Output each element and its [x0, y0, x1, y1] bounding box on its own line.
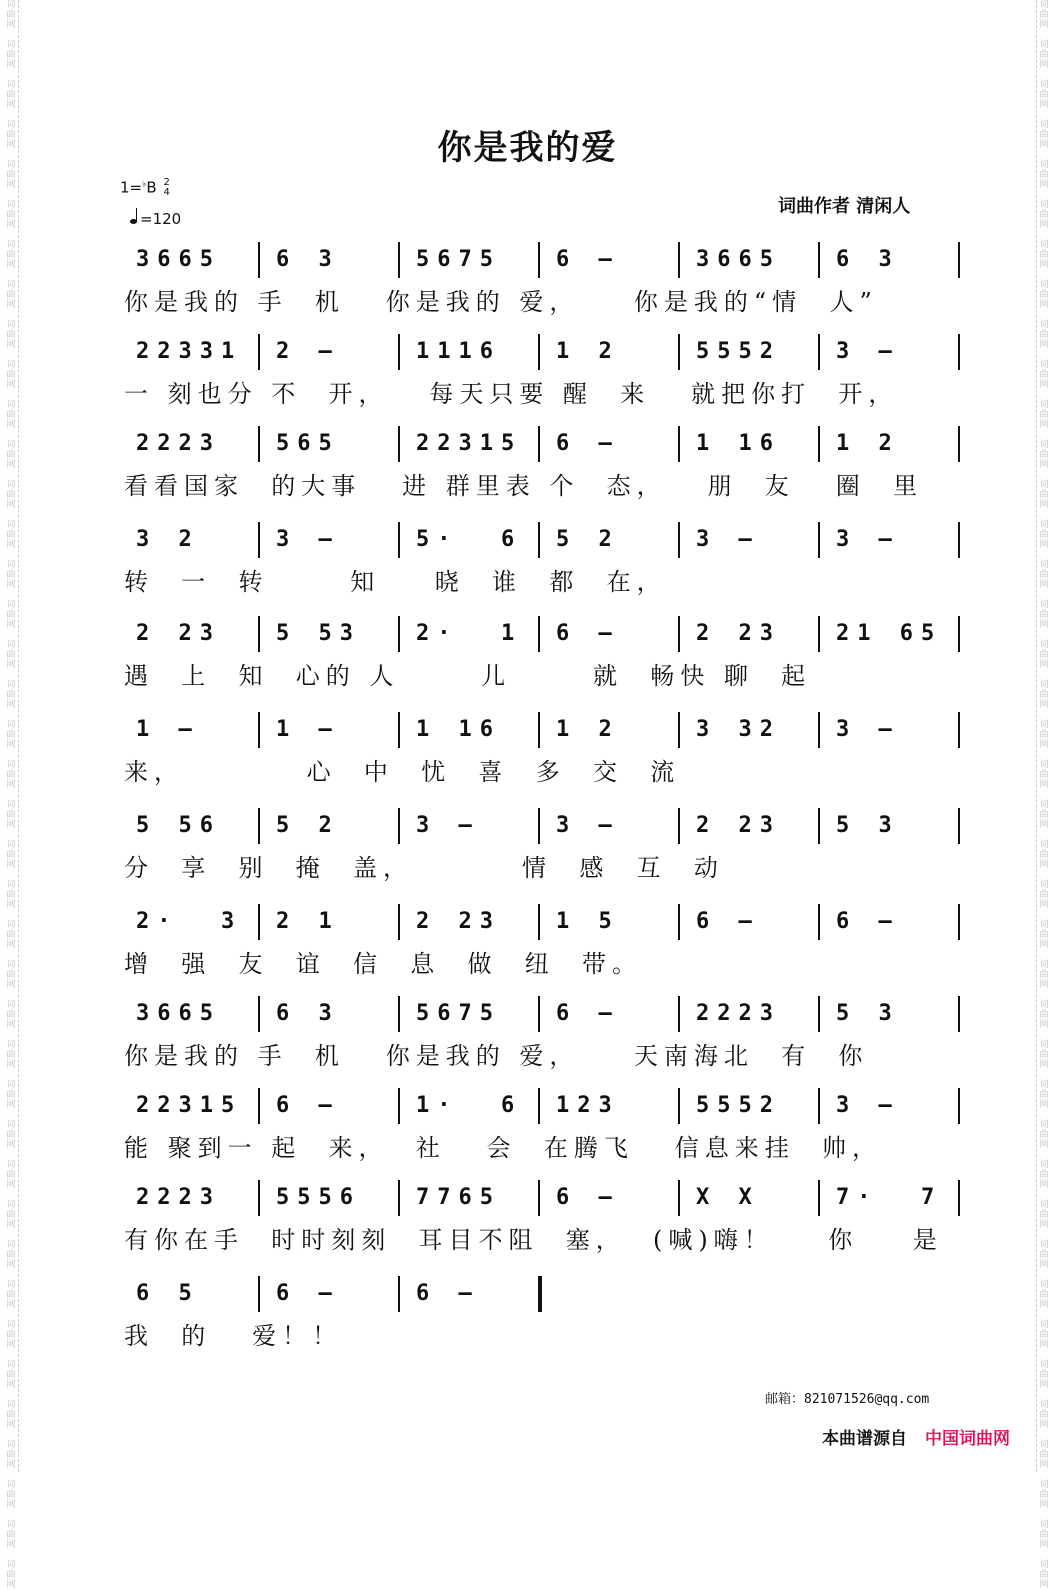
measure: 1 2 [836, 431, 900, 456]
bar-line [258, 1180, 260, 1216]
measure: 2 – [276, 339, 340, 364]
bar-line [538, 1276, 542, 1312]
measure: 6 3 [276, 1001, 340, 1026]
score-system [124, 614, 964, 704]
tempo-marking: =120 [130, 210, 181, 228]
measure: 7· 7 [836, 1185, 943, 1210]
bar-line [818, 712, 820, 748]
bar-line [818, 996, 820, 1032]
measure: 5 53 [276, 621, 361, 646]
bar-line [678, 522, 680, 558]
measure: 6 – [696, 909, 760, 934]
score-system [124, 332, 964, 422]
bar-line [398, 522, 400, 558]
bar-line [398, 996, 400, 1032]
measure: 1 – [276, 717, 340, 742]
bar-line [398, 1276, 400, 1312]
lyrics-row: 看看国家 的大事 进 群里表 个 态， 朋 友 圈 里 [124, 472, 923, 500]
lyrics-row: 能 聚到一 起 来， 社 会 在腾飞 信息来挂 帅， [124, 1134, 883, 1162]
bar-line [538, 904, 540, 940]
author-credit: 词曲作者 清闲人 [778, 196, 911, 217]
bar-line [398, 712, 400, 748]
measure: 565 [276, 431, 340, 456]
measure: X X [696, 1185, 760, 1210]
measure: 3 – [556, 813, 620, 838]
measure: 123 [556, 1093, 620, 1118]
bar-line [258, 1276, 260, 1312]
measure: 5552 [696, 339, 781, 364]
measure: 3 – [836, 717, 900, 742]
bar-line [258, 242, 260, 278]
bar-line [958, 1180, 960, 1216]
bar-line [538, 334, 540, 370]
score-system [124, 806, 964, 896]
measure: 6 – [276, 1281, 340, 1306]
measure: 22331 [136, 339, 243, 364]
measure: 22315 [416, 431, 523, 456]
left-watermark-strip: 词 曲 网 词 曲 网 词 曲 网 词 曲 网 词 曲 网 词 曲 网 词 曲 网 词 曲 网 词 曲 网 词 曲 网 词 曲 网 词 曲 网 词 曲 网 词 曲 网 词 曲 网 词 曲 网 词 曲 网 词 曲 网 词 曲 网 词 曲 网 词 曲 网 词 曲 网 词 曲 网 词 曲 网 词 曲 网 词 曲 网 词 曲 网 词 曲 网 词 曲 网 词 曲 网 词 曲 网 词 曲 网 词 曲 网 词 曲 网 词 曲 网 词 曲 网 词 曲 网 词 曲 网 词 曲 网 词 曲 网 [4, 0, 19, 1472]
bar-line [678, 1088, 680, 1124]
quarter-note-icon [130, 219, 137, 224]
measure: 2 1 [276, 909, 340, 934]
lyrics-row: 增 强 友 谊 信 息 做 纽 带。 [124, 950, 643, 978]
bar-line [538, 242, 540, 278]
bar-line [258, 712, 260, 748]
score-system [124, 240, 964, 330]
measure: 3 – [416, 813, 480, 838]
bar-line [818, 904, 820, 940]
measure: 3 – [696, 527, 760, 552]
measure: 3665 [136, 1001, 221, 1026]
bar-line [398, 1180, 400, 1216]
measure: 21 65 [836, 621, 943, 646]
bar-line [258, 996, 260, 1032]
measure: 5· 6 [416, 527, 523, 552]
bar-line [818, 334, 820, 370]
measure: 3 – [836, 339, 900, 364]
measure: 6 – [556, 431, 620, 456]
bar-line [678, 426, 680, 462]
bar-line [818, 1088, 820, 1124]
bar-line [678, 1180, 680, 1216]
notation-row [124, 240, 964, 282]
bar-line [818, 242, 820, 278]
notation-row [124, 1086, 964, 1128]
bar-line [958, 522, 960, 558]
key-signature: 1=♭B 2 4 [120, 177, 170, 198]
measure: 3 – [276, 527, 340, 552]
bar-line [398, 808, 400, 844]
measure: 7765 [416, 1185, 501, 1210]
bar-line [958, 1088, 960, 1124]
bar-line [678, 334, 680, 370]
notation-row [124, 520, 964, 562]
measure: 5 2 [556, 527, 620, 552]
bar-line [818, 522, 820, 558]
bar-line [258, 522, 260, 558]
bar-line [538, 522, 540, 558]
measure: 2223 [696, 1001, 781, 1026]
bar-line [678, 712, 680, 748]
bar-line [398, 904, 400, 940]
bar-line [958, 712, 960, 748]
measure: 2 23 [696, 621, 781, 646]
bar-line [538, 808, 540, 844]
song-title: 你是我的爱 [437, 128, 618, 168]
measure: 6 – [836, 909, 900, 934]
measure: 3 – [836, 1093, 900, 1118]
score-system [124, 1274, 964, 1364]
measure: 6 – [556, 621, 620, 646]
measure: 6 3 [836, 247, 900, 272]
lyrics-row: 转 一 转 知 晓 谁 都 在， [124, 568, 667, 596]
bar-line [538, 426, 540, 462]
lyrics-row: 有你在手 时时刻刻 耳目不阻 塞， (喊)嗨！ 你 是 [124, 1226, 943, 1254]
measure: 1 2 [556, 717, 620, 742]
notation-row [124, 614, 964, 656]
bar-line [398, 426, 400, 462]
bar-line [818, 426, 820, 462]
bar-line [538, 1088, 540, 1124]
score-system [124, 1178, 964, 1268]
measure: 5675 [416, 247, 501, 272]
bar-line [258, 1088, 260, 1124]
notation-row [124, 332, 964, 374]
measure: 6 – [556, 247, 620, 272]
bar-line [958, 242, 960, 278]
bar-line [678, 242, 680, 278]
source-credit: 本曲谱源自 中国词曲网 [822, 1429, 1010, 1449]
measure: 3 2 [136, 527, 200, 552]
measure: 5675 [416, 1001, 501, 1026]
bar-line [678, 996, 680, 1032]
lyrics-row: 你是我的 手 机 你是我的 爱， 天南海北 有 你 [124, 1042, 869, 1070]
notation-row [124, 1178, 964, 1220]
measure: 6 5 [136, 1281, 200, 1306]
notation-row [124, 902, 964, 944]
measure: 1 5 [556, 909, 620, 934]
measure: 5 56 [136, 813, 221, 838]
bar-line [258, 334, 260, 370]
score-system [124, 994, 964, 1084]
measure: 3665 [136, 247, 221, 272]
lyrics-row: 遇 上 知 心的 人 儿 就 畅快 聊 起 [124, 662, 812, 690]
bar-line [958, 426, 960, 462]
score-system [124, 902, 964, 992]
notation-row [124, 994, 964, 1036]
notation-row [124, 806, 964, 848]
score-system [124, 710, 964, 800]
measure: 1 – [136, 717, 200, 742]
lyrics-row: 分 享 别 掩 盖， 情 感 互 动 [124, 854, 724, 882]
notation-row [124, 1274, 964, 1316]
measure: 2 23 [416, 909, 501, 934]
bar-line [258, 616, 260, 652]
measure: 6 – [556, 1001, 620, 1026]
measure: 6 3 [276, 247, 340, 272]
lyrics-row: 来， 心 中 忧 喜 多 交 流 [124, 758, 681, 786]
notation-row [124, 424, 964, 466]
lyrics-row: 你是我的 手 机 你是我的 爱， 你是我的“情 人” [124, 288, 878, 316]
bar-line [958, 904, 960, 940]
source-site: 中国词曲网 [925, 1429, 1010, 1449]
measure: 3 – [836, 527, 900, 552]
lyrics-row: 一 刻也分 不 开， 每天只要 醒 来 就把你打 开， [124, 380, 899, 408]
measure: 2223 [136, 431, 221, 456]
measure: 6 – [416, 1281, 480, 1306]
measure: 5 2 [276, 813, 340, 838]
measure: 22315 [136, 1093, 243, 1118]
notation-row [124, 710, 964, 752]
bar-line [958, 996, 960, 1032]
measure: 1· 6 [416, 1093, 523, 1118]
measure: 2 23 [136, 621, 221, 646]
measure: 2 23 [696, 813, 781, 838]
lyrics-row: 我 的 爱！！ [124, 1322, 343, 1350]
bar-line [818, 616, 820, 652]
bar-line [958, 808, 960, 844]
right-watermark-strip: 词 曲 网 词 曲 网 词 曲 网 词 曲 网 词 曲 网 词 曲 网 词 曲 网 词 曲 网 词 曲 网 词 曲 网 词 曲 网 词 曲 网 词 曲 网 词 曲 网 词 曲 网 词 曲 网 词 曲 网 词 曲 网 词 曲 网 词 曲 网 词 曲 网 词 曲 网 词 曲 网 词 曲 网 词 曲 网 词 曲 网 词 曲 网 词 曲 网 词 曲 网 词 曲 网 词 曲 网 词 曲 网 词 曲 网 词 曲 网 词 曲 网 词 曲 网 词 曲 网 词 曲 网 词 曲 网 词 曲 网 [1036, 0, 1051, 1472]
bar-line [818, 1180, 820, 1216]
measure: 5556 [276, 1185, 361, 1210]
measure: 6 – [276, 1093, 340, 1118]
score-system [124, 424, 964, 514]
bar-line [258, 904, 260, 940]
bar-line [678, 616, 680, 652]
measure: 2· 1 [416, 621, 523, 646]
measure: 2223 [136, 1185, 221, 1210]
bar-line [538, 996, 540, 1032]
measure: 6 – [556, 1185, 620, 1210]
bar-line [958, 334, 960, 370]
bar-line [538, 616, 540, 652]
measure: 2· 3 [136, 909, 243, 934]
bar-line [958, 616, 960, 652]
bar-line [678, 904, 680, 940]
bar-line [398, 334, 400, 370]
bar-line [398, 1088, 400, 1124]
measure: 5 3 [836, 1001, 900, 1026]
bar-line [538, 712, 540, 748]
bar-line [818, 808, 820, 844]
measure: 3665 [696, 247, 781, 272]
measure: 3 32 [696, 717, 781, 742]
bar-line [398, 242, 400, 278]
score-system [124, 1086, 964, 1176]
contact-email: 邮箱：821071526@qq.com [765, 1392, 930, 1407]
bar-line [258, 426, 260, 462]
bar-line [538, 1180, 540, 1216]
measure: 1 2 [556, 339, 620, 364]
time-signature: 2 4 [163, 177, 170, 198]
score-system [124, 520, 964, 610]
measure: 5 3 [836, 813, 900, 838]
bar-line [398, 616, 400, 652]
measure: 1116 [416, 339, 501, 364]
measure: 1 16 [696, 431, 781, 456]
measure: 5552 [696, 1093, 781, 1118]
bar-line [258, 808, 260, 844]
bar-line [678, 808, 680, 844]
measure: 1 16 [416, 717, 501, 742]
